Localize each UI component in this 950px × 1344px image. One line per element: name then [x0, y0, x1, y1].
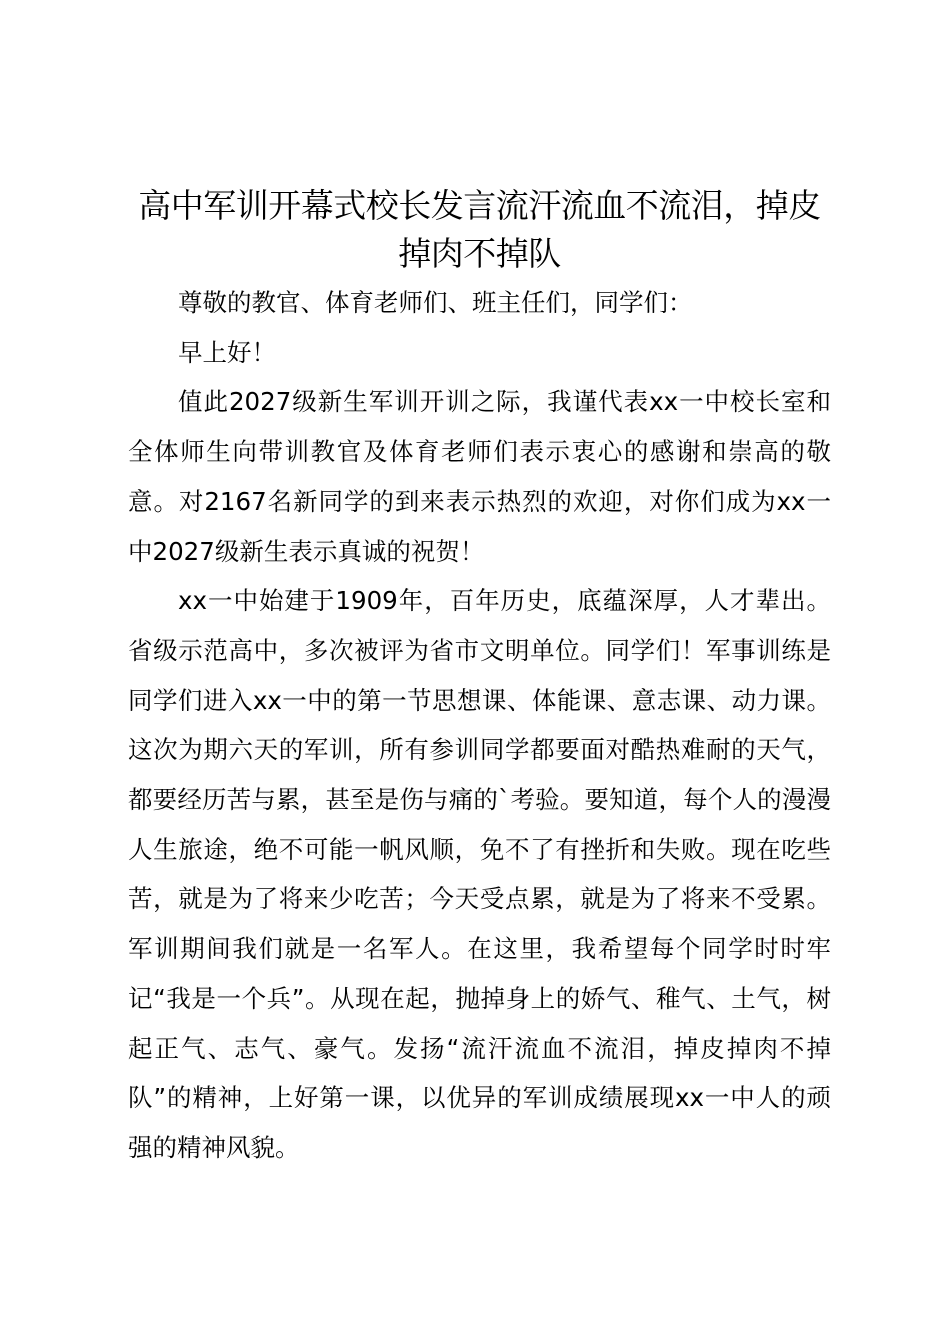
document-title: 高中军训开幕式校长发言流汗流血不流泪，掉皮掉肉不掉队 — [138, 186, 821, 273]
paragraph-school-history: xx一中始建于1909年，百年历史，底蕴深厚，人才辈出。省级示范高中，多次被评为省市文明单位。同学们！军事训练是同学们进入xx一中的第一节思想课、体能课、意志课、动力课。这次为期六天的军训，所有参训同学都要面对酷热难耐的天气，都要经历苦与累，甚至是伤与痛的`考验。要知道，每个人的漫漫人生旅途，绝不可能一帆风顺，免不了有挫折和失败。现在吃些苦，就是为了将来少吃苦；今天受点累，就是为了将来不受累。军训期间我们就是一名军人。在这里，我希望每个同学时时牢记“我是一个兵”。从现在起，抛掉身上的娇气、稚气、土气，树起正气、志气、豪气。发扬“流汗流血不流泪，掉皮掉肉不掉队”的精神，上好第一课，以优异的军训成绩展现xx一中人的顽强的精神风貌。 — [128, 586, 831, 1162]
salutation: 尊敬的教官、体育老师们、班主任们，同学们： — [178, 288, 693, 317]
paragraph-welcome: 值此2027级新生军训开训之际，我谨代表xx一中校长室和全体师生向带训教官及体育老师们表示衷心的感谢和崇高的敬意。对2167名新同学的到来表示热烈的欢迎，对你们成为xx一中2027级新生表示真诚的祝贺！ — [128, 387, 831, 566]
greeting: 早上好！ — [178, 337, 276, 367]
document-page — [128, 182, 831, 1173]
